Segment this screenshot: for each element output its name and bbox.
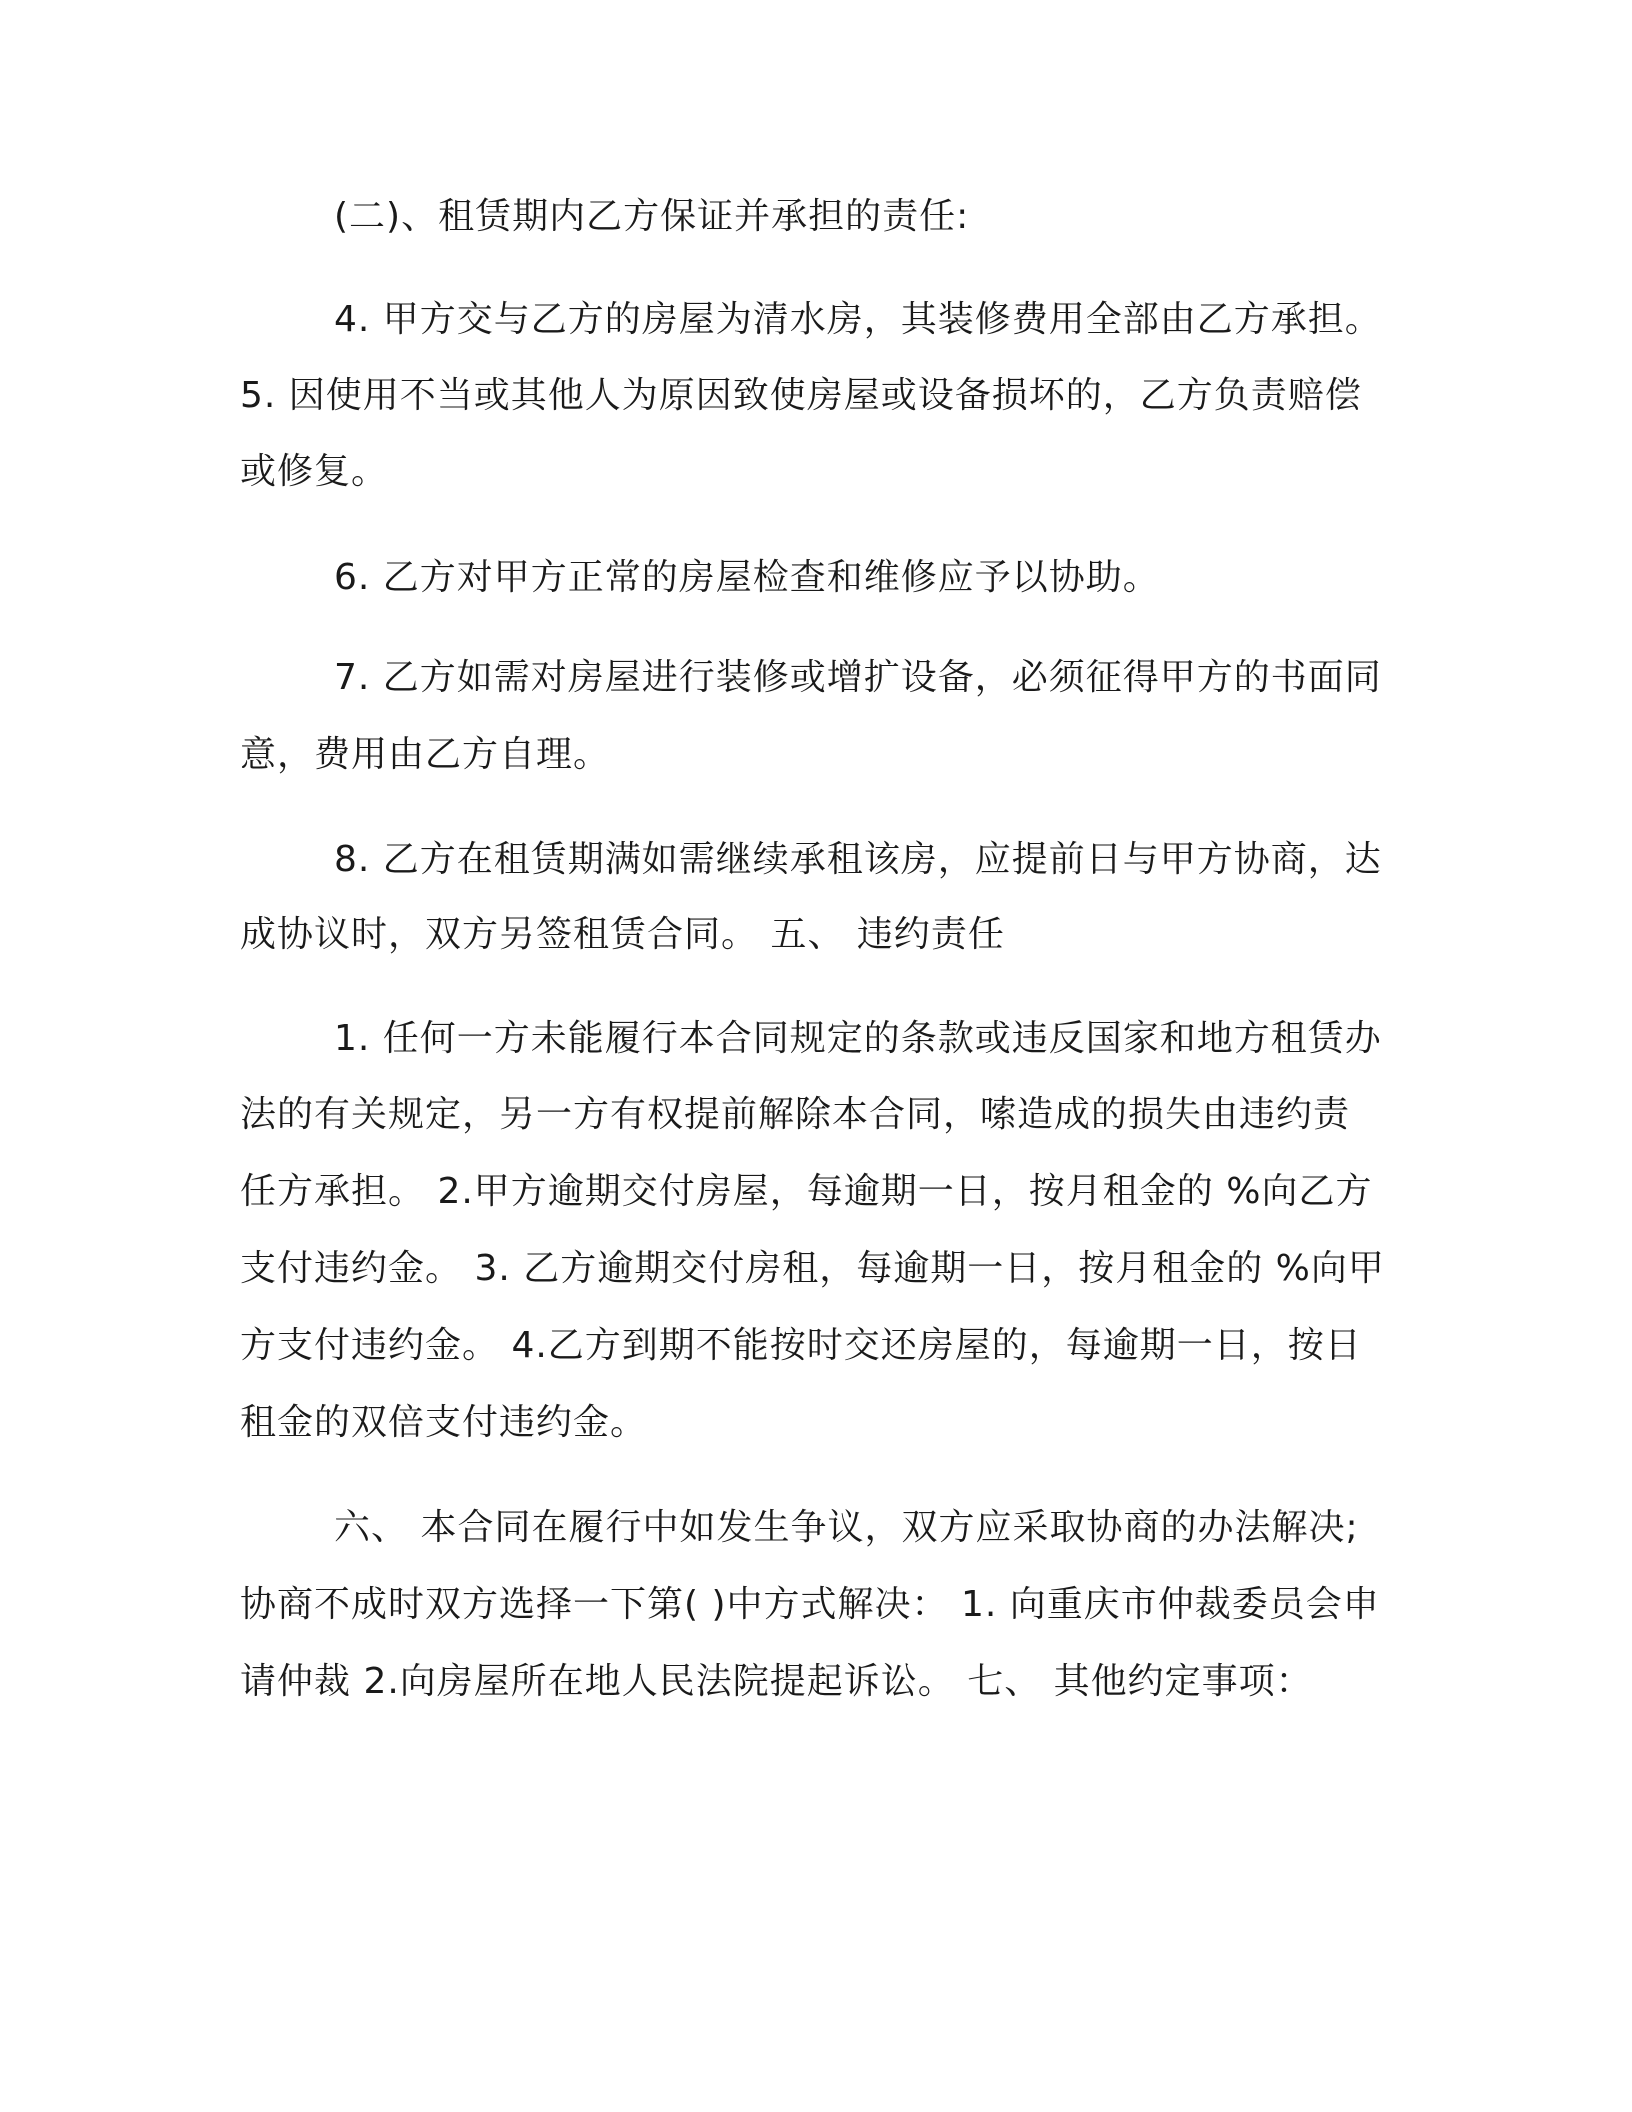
clause-4: 4. 甲方交与乙方的房屋为清水房，其装修费用全部由乙方承担。 bbox=[334, 299, 1382, 340]
breach-clause-1-line-2: 法的有关规定，另一方有权提前解除本合同，嗦造成的损失由违约责 bbox=[240, 1094, 1351, 1135]
breach-clause-1-line-1: 1. 任何一方未能履行本合同规定的条款或违反国家和地方租赁办 bbox=[334, 1018, 1382, 1059]
clause-6: 6. 乙方对甲方正常的房屋检查和维修应予以协助。 bbox=[334, 557, 1160, 598]
clause-8-line-1: 8. 乙方在租赁期满如需继续承租该房，应提前日与甲方协商，达 bbox=[334, 839, 1382, 880]
clause-5-line-1: 5. 因使用不当或其他人为原因致使房屋或设备损坏的，乙方负责赔偿 bbox=[240, 375, 1362, 416]
dispute-clause-line-2: 协商不成时双方选择一下第( )中方式解决： 1. 向重庆市仲裁委员会申 bbox=[240, 1584, 1380, 1625]
clause-7-line-2: 意，费用由乙方自理。 bbox=[240, 734, 611, 775]
dispute-clause-line-3: 请仲裁 2.向房屋所在地人民法院提起诉讼。 七、 其他约定事项： bbox=[240, 1661, 1313, 1702]
dispute-clause-line-1: 六、 本合同在履行中如发生争议，双方应采取协商的办法解决; bbox=[334, 1507, 1359, 1548]
breach-clause-line-6: 租金的双倍支付违约金。 bbox=[240, 1402, 648, 1443]
breach-clause-line-4: 支付违约金。 3. 乙方逾期交付房租，每逾期一日，按月租金的 %向甲 bbox=[240, 1248, 1385, 1289]
clause-5-line-2: 或修复。 bbox=[240, 451, 389, 492]
breach-clause-line-3: 任方承担。 2.甲方逾期交付房屋，每逾期一日，按月租金的 %向乙方 bbox=[240, 1171, 1373, 1212]
section-heading-tenant-duties: (二)、租赁期内乙方保证并承担的责任: bbox=[334, 196, 970, 237]
clause-7-line-1: 7. 乙方如需对房屋进行装修或增扩设备，必须征得甲方的书面同 bbox=[334, 657, 1382, 698]
breach-clause-line-5: 方支付违约金。 4.乙方到期不能按时交还房屋的，每逾期一日，按日 bbox=[240, 1325, 1362, 1366]
clause-8-line-2: 成协议时，双方另签租赁合同。 五、 违约责任 bbox=[240, 914, 1005, 955]
